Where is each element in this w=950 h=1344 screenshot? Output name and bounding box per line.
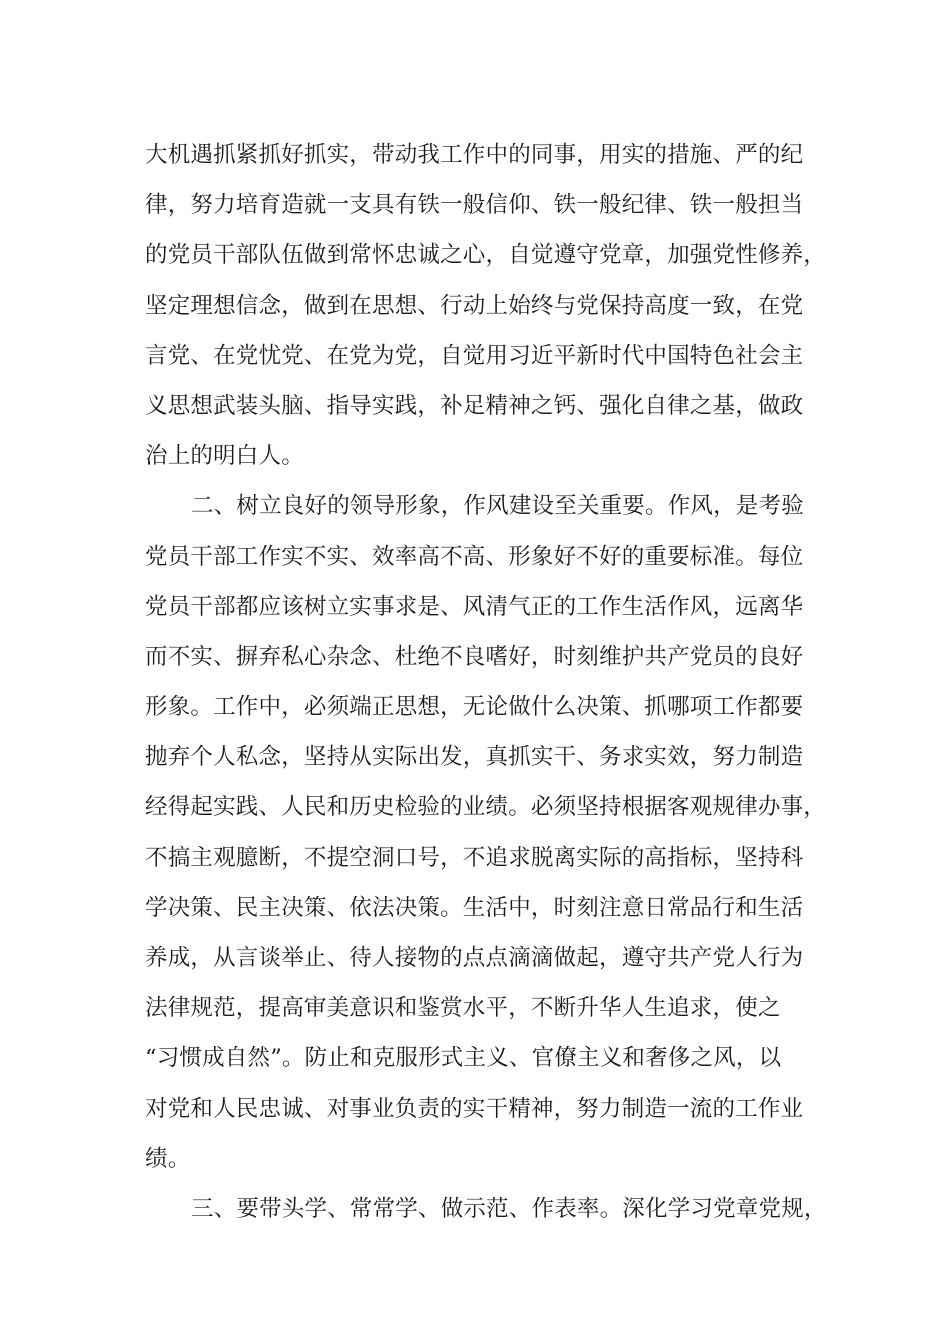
paragraph-line: 二、树立良好的领导形象，作风建设至关重要。作风，是考验 — [191, 493, 804, 520]
paragraph-line: 法律规范，提高审美意识和鉴赏水平，不断升华人生追求，使之 — [145, 995, 781, 1022]
paragraph-line: 义思想武装头脑、指导实践，补足精神之钙、强化自律之基，做政 — [145, 392, 804, 419]
paragraph-line: 绩。 — [145, 1145, 191, 1172]
paragraph-1 — [145, 130, 825, 481]
paragraph-line: 大机遇抓紧抓好抓实，带动我工作中的同事，用实的措施、严的纪 — [145, 142, 804, 168]
paragraph-line: 而不实、摒弃私心杂念、杜绝不良嗜好，时刻维护共产党员的良好 — [145, 643, 804, 670]
paragraph-line: 坚定理想信念，做到在思想、行动上始终与党保持高度一致，在党 — [145, 292, 804, 319]
paragraph-2 — [145, 481, 825, 1184]
paragraph-line: 抛弃个人私念，坚持从实际出发，真抓实干、务求实效，努力制造 — [145, 744, 804, 771]
paragraph-line: 党员干部工作实不实、效率高不高、形象好不好的重要标准。每位 — [145, 543, 804, 570]
paragraph-3 — [145, 1184, 825, 1234]
paragraph-line: 的党员干部队伍做到常怀忠诚之心，自觉遵守党章，加强党性修养， — [145, 242, 827, 269]
paragraph-line: 不搞主观臆断，不提空洞口号，不追求脱离实际的高指标，坚持科 — [145, 844, 804, 871]
paragraph-line: 律，努力培育造就一支具有铁一般信仰、铁一般纪律、铁一般担当 — [145, 192, 804, 219]
paragraph-line: 言党、在党忧党、在党为党，自觉用习近平新时代中国特色社会主 — [145, 342, 804, 369]
paragraph-line: 三、要带头学、常常学、做示范、作表率。深化学习党章党规， — [191, 1195, 827, 1222]
document-body — [145, 130, 825, 1234]
paragraph-line: 治上的明白人。 — [145, 443, 304, 470]
paragraph-line: 对党和人民忠诚、对事业负责的实干精神，努力制造一流的工作业 — [145, 1095, 804, 1122]
paragraph-line: 党员干部都应该树立实事求是、风清气正的工作生活作风，远离华 — [145, 593, 804, 620]
paragraph-line: “习惯成自然”。防止和克服形式主义、官僚主义和奢侈之风，以 — [145, 1045, 782, 1072]
paragraph-line: 养成，从言谈举止、待人接物的点点滴滴做起，遵守共产党人行为 — [145, 945, 804, 971]
paragraph-line: 形象。工作中，必须端正思想，无论做什么决策、抓哪项工作都要 — [145, 694, 804, 721]
paragraph-line: 学决策、民主决策、依法决策。生活中，时刻注意日常品行和生活 — [145, 894, 804, 921]
paragraph-line: 经得起实践、人民和历史检验的业绩。必须坚持根据客观规律办事， — [145, 794, 827, 821]
